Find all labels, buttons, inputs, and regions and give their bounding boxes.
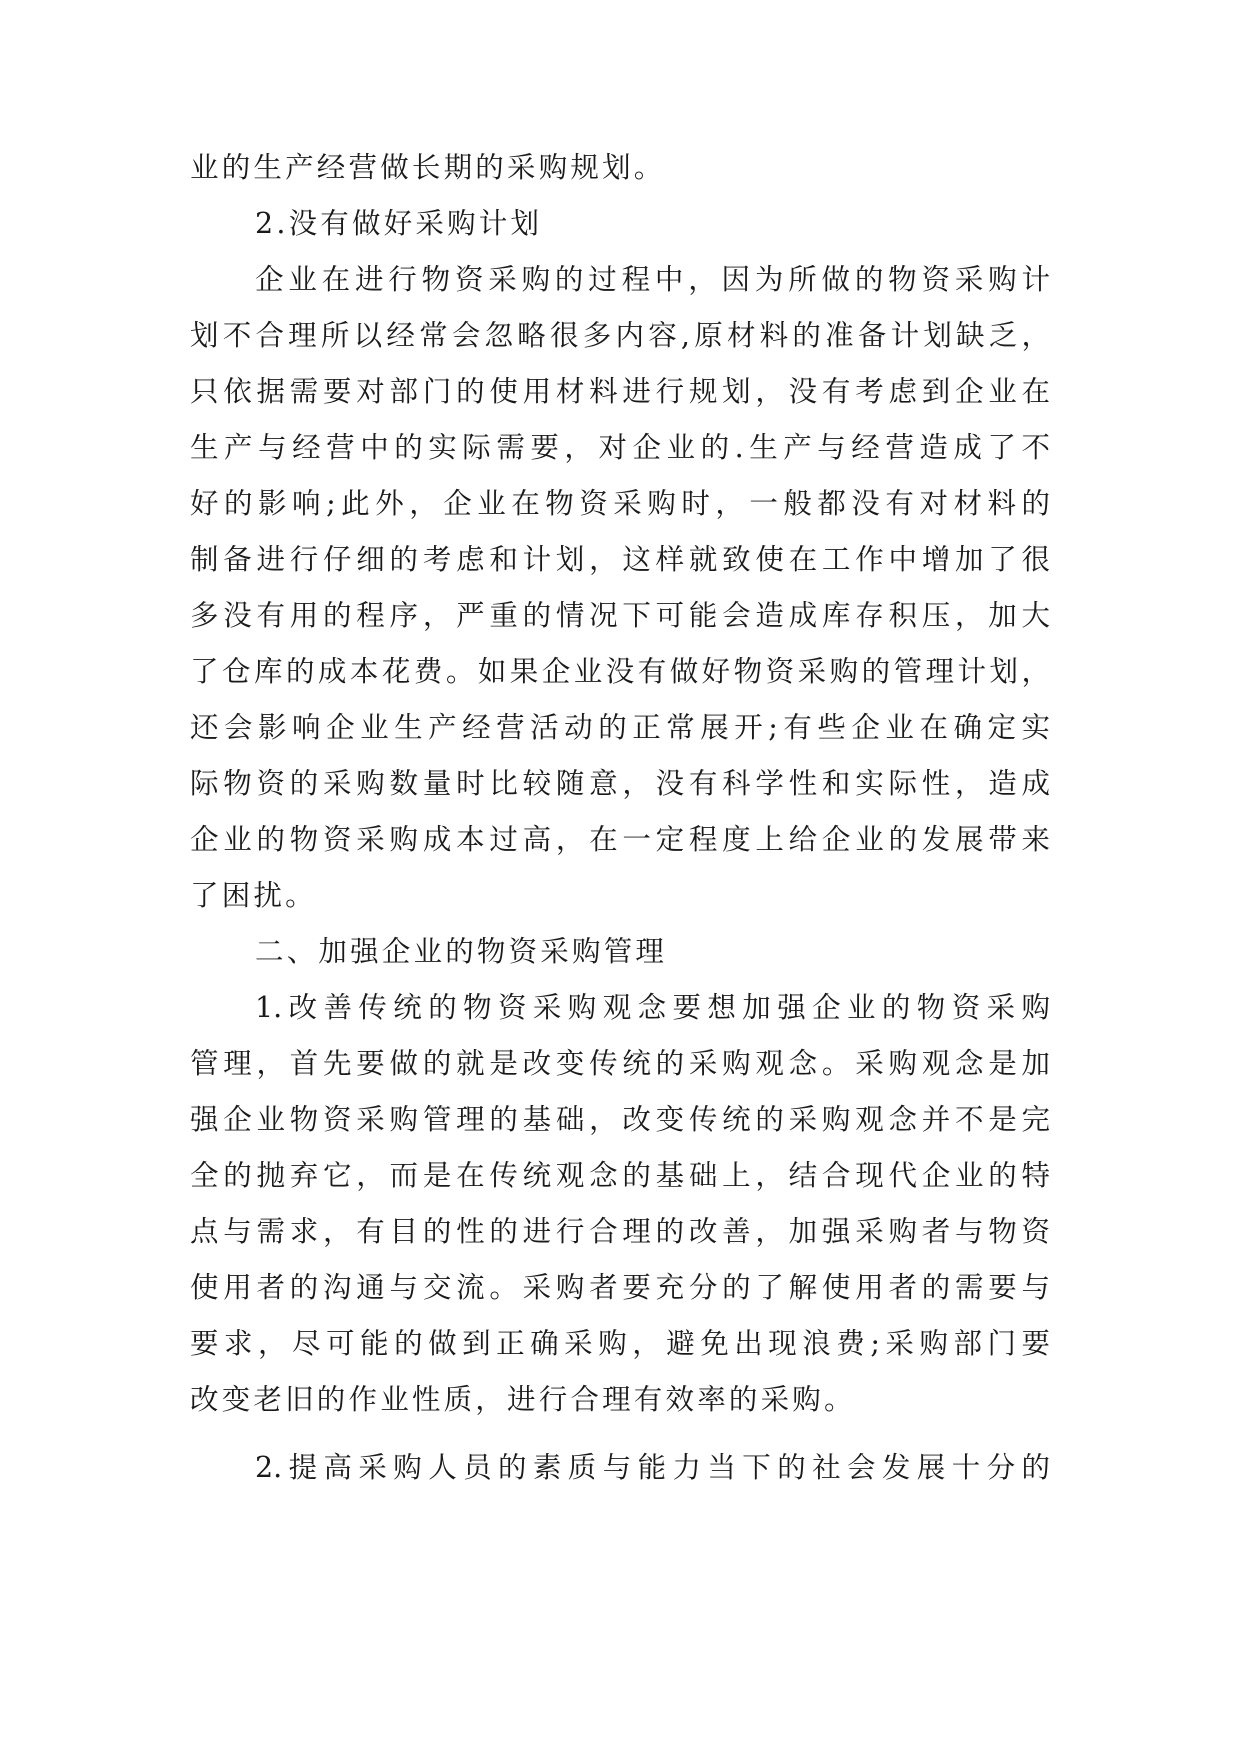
text-line: 2.提高采购人员的素质与能力当下的社会发展十分的 [255,1451,1050,1484]
text-line: 好的影响;此外，企业在物资采购时，一般都没有对材料的 [190,487,1050,520]
section-heading: 二、加强企业的物资采购管理 [255,935,668,968]
section-subheading: 2.没有做好采购计划 [255,207,543,240]
text-line: 际物资的采购数量时比较随意，没有科学性和实际性，造成 [190,767,1050,800]
text-line: 管理，首先要做的就是改变传统的采购观念。采购观念是加 [190,1047,1050,1080]
text-line: 还会影响企业生产经营活动的正常展开;有些企业在确定实 [190,711,1050,744]
text-line: 业的生产经营做长期的采购规划。 [190,151,666,184]
text-line: 全的抛弃它，而是在传统观念的基础上，结合现代企业的特 [190,1159,1050,1192]
text-line: 强企业物资采购管理的基础，改变传统的采购观念并不是完 [190,1103,1050,1136]
text-line: 1.改善传统的物资采购观念要想加强企业的物资采购 [255,991,1050,1024]
text-line: 点与需求，有目的性的进行合理的改善，加强采购者与物资 [190,1215,1050,1248]
text-line: 要求，尽可能的做到正确采购，避免出现浪费;采购部门要 [190,1327,1050,1360]
text-line: 改变老旧的作业性质，进行合理有效率的采购。 [190,1383,856,1416]
text-line: 只依据需要对部门的使用材料进行规划，没有考虑到企业在 [190,375,1050,408]
text-line: 多没有用的程序，严重的情况下可能会造成库存积压，加大 [190,599,1050,632]
text-line: 企业的物资采购成本过高，在一定程度上给企业的发展带来 [190,823,1050,856]
text-line: 企业在进行物资采购的过程中，因为所做的物资采购计 [255,263,1050,296]
text-line: 生产与经营中的实际需要，对企业的.生产与经营造成了不 [190,431,1050,464]
text-line: 划不合理所以经常会忽略很多内容,原材料的准备计划缺乏， [190,319,1050,352]
text-line: 了困扰。 [190,879,317,912]
text-line: 使用者的沟通与交流。采购者要充分的了解使用者的需要与 [190,1271,1050,1304]
text-line: 制备进行仔细的考虑和计划，这样就致使在工作中增加了很 [190,543,1050,576]
text-line: 了仓库的成本花费。如果企业没有做好物资采购的管理计划， [190,655,1050,688]
